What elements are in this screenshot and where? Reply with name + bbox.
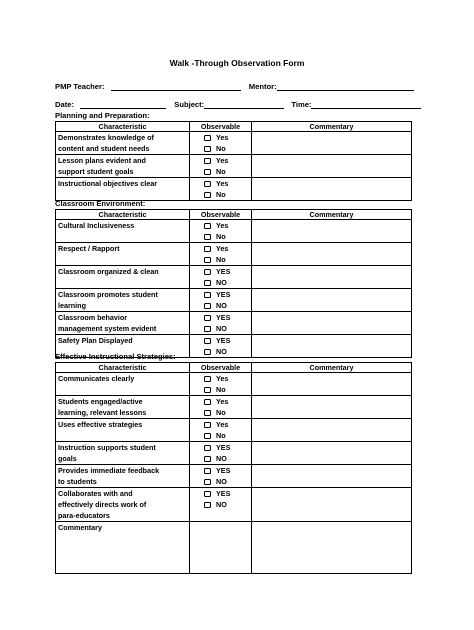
no-label: No [216, 255, 226, 264]
checkbox-icon[interactable] [204, 257, 211, 263]
time-field[interactable] [311, 100, 421, 109]
no-label: NO [216, 477, 227, 486]
yes-label: YES [216, 466, 231, 475]
commentary-cell[interactable] [252, 178, 412, 201]
yes-option[interactable] [204, 132, 251, 143]
checkbox-icon[interactable] [204, 376, 211, 382]
no-option[interactable] [204, 346, 251, 357]
commentary-cell[interactable] [252, 312, 412, 335]
section-title-environment: Classroom Environment: [55, 199, 146, 208]
characteristic-text: content and student needs [58, 144, 150, 153]
characteristic-cell [56, 220, 190, 243]
yes-label: Yes [216, 179, 229, 188]
characteristic-cell [56, 289, 190, 312]
yes-option[interactable] [204, 488, 251, 499]
table-planning [55, 121, 412, 201]
yes-label: Yes [216, 156, 229, 165]
no-option[interactable] [204, 231, 251, 242]
yes-label: YES [216, 489, 231, 498]
header-observable: Observable [190, 363, 252, 373]
date-field[interactable] [80, 100, 166, 109]
commentary-row [56, 522, 412, 574]
no-label: No [216, 144, 226, 153]
checkbox-icon[interactable] [204, 292, 211, 298]
header-characteristic: Characteristic [56, 210, 190, 220]
time-label: Time: [291, 100, 312, 109]
checkbox-icon[interactable] [204, 349, 211, 355]
characteristic-cell [56, 373, 190, 396]
checkbox-icon[interactable] [204, 445, 211, 451]
characteristic-cell [56, 243, 190, 266]
observable-cell [190, 155, 252, 178]
commentary-cell[interactable] [252, 243, 412, 266]
checkbox-icon[interactable] [204, 223, 211, 229]
commentary-row-label: Commentary [58, 523, 102, 532]
characteristic-text: Classroom behavior [58, 313, 128, 322]
commentary-cell[interactable] [252, 442, 412, 465]
yes-label: YES [216, 336, 231, 345]
commentary-cell[interactable] [252, 488, 412, 522]
checkbox-icon[interactable] [204, 181, 211, 187]
checkbox-icon[interactable] [204, 315, 211, 321]
header-characteristic: Characteristic [56, 363, 190, 373]
yes-label: Yes [216, 397, 229, 406]
yes-label: Yes [216, 420, 229, 429]
date-subject-time-line [55, 100, 421, 109]
no-label: NO [216, 347, 227, 356]
no-label: No [216, 190, 226, 199]
observable-cell [190, 396, 252, 419]
no-label: NO [216, 278, 227, 287]
table-row [56, 155, 412, 178]
observable-cell [190, 178, 252, 201]
subject-label: Subject: [174, 100, 205, 109]
table-row [56, 243, 412, 266]
no-option[interactable] [204, 323, 251, 334]
no-option[interactable] [204, 384, 251, 395]
characteristic-text: Communicates clearly [58, 374, 135, 383]
table-strategies [55, 362, 412, 574]
header-commentary: Commentary [252, 122, 412, 132]
observable-cell [190, 132, 252, 155]
checkbox-icon[interactable] [204, 146, 211, 152]
section-title-strategies: Effective Instructional Strategies: [55, 352, 176, 361]
commentary-cell[interactable] [252, 132, 412, 155]
characteristic-text: effectively directs work of [58, 500, 147, 509]
observable-cell [190, 419, 252, 442]
no-option[interactable] [204, 143, 251, 154]
no-option[interactable] [204, 254, 251, 265]
table-header-row [56, 210, 412, 220]
no-option[interactable] [204, 476, 251, 487]
characteristic-text: Safety Plan Displayed [58, 336, 133, 345]
no-label: NO [216, 324, 227, 333]
teacher-mentor-line [55, 82, 414, 91]
characteristic-cell [56, 396, 190, 419]
no-label: NO [216, 454, 227, 463]
checkbox-icon[interactable] [204, 303, 211, 309]
characteristic-text: Respect / Rapport [58, 244, 120, 253]
yes-option[interactable] [204, 465, 251, 476]
yes-label: YES [216, 290, 231, 299]
checkbox-icon[interactable] [204, 502, 211, 508]
characteristic-text: Collaborates with and [58, 489, 133, 498]
table-row [56, 312, 412, 335]
checkbox-icon[interactable] [204, 280, 211, 286]
table-row [56, 442, 412, 465]
characteristic-text: para-educators [58, 511, 110, 520]
yes-option[interactable] [204, 335, 251, 346]
yes-label: YES [216, 267, 231, 276]
table-header-row [56, 363, 412, 373]
table-row [56, 132, 412, 155]
characteristic-cell [56, 155, 190, 178]
table-environment [55, 209, 412, 358]
observable-cell [190, 465, 252, 488]
characteristic-text: Classroom promotes student [58, 290, 158, 299]
characteristic-cell [56, 266, 190, 289]
checkbox-icon[interactable] [204, 399, 211, 405]
commentary-cell[interactable] [252, 155, 412, 178]
characteristic-text: support student goals [58, 167, 134, 176]
characteristic-text: Classroom organized & clean [58, 267, 159, 276]
characteristic-text: learning [58, 301, 86, 310]
checkbox-icon[interactable] [204, 192, 211, 198]
checkbox-icon[interactable] [204, 479, 211, 485]
teacher-field[interactable] [111, 82, 241, 91]
characteristic-cell [56, 465, 190, 488]
mentor-field[interactable] [277, 82, 414, 91]
checkbox-icon[interactable] [204, 169, 211, 175]
characteristic-text: Cultural Inclusiveness [58, 221, 135, 230]
checkbox-icon[interactable] [204, 158, 211, 164]
date-label: Date: [55, 100, 74, 109]
commentary-row-observable-cell[interactable] [190, 522, 252, 574]
no-option[interactable] [204, 407, 251, 418]
no-label: No [216, 408, 226, 417]
characteristic-text: Uses effective strategies [58, 420, 143, 429]
checkbox-icon[interactable] [204, 234, 211, 240]
observable-cell [190, 335, 252, 358]
subject-field[interactable] [204, 100, 284, 109]
table-row [56, 465, 412, 488]
characteristic-text: to students [58, 477, 97, 486]
table-row [56, 488, 412, 522]
observable-cell [190, 266, 252, 289]
no-option[interactable] [204, 300, 251, 311]
commentary-cell[interactable] [252, 335, 412, 358]
teacher-label: PMP Teacher: [55, 82, 105, 91]
observable-cell [190, 243, 252, 266]
yes-option[interactable] [204, 396, 251, 407]
table-header-row [56, 122, 412, 132]
yes-label: Yes [216, 133, 229, 142]
no-option[interactable] [204, 166, 251, 177]
checkbox-icon[interactable] [204, 246, 211, 252]
characteristic-cell [56, 312, 190, 335]
characteristic-cell [56, 132, 190, 155]
table-row [56, 220, 412, 243]
observable-cell [190, 373, 252, 396]
characteristic-text: goals [58, 454, 77, 463]
characteristic-text: Instruction supports student [58, 443, 156, 452]
characteristic-text: Instructional objectives clear [58, 179, 158, 188]
table-row [56, 289, 412, 312]
checkbox-icon[interactable] [204, 269, 211, 275]
no-option[interactable] [204, 430, 251, 441]
no-label: No [216, 431, 226, 440]
yes-option[interactable] [204, 373, 251, 384]
checkbox-icon[interactable] [204, 468, 211, 474]
table-row [56, 419, 412, 442]
characteristic-cell [56, 442, 190, 465]
table-row [56, 396, 412, 419]
no-label: No [216, 232, 226, 241]
checkbox-icon[interactable] [204, 326, 211, 332]
form-title: Walk -Through Observation Form [169, 58, 305, 68]
header-commentary: Commentary [252, 363, 412, 373]
characteristic-text: Provides immediate feedback [58, 466, 160, 475]
no-option[interactable] [204, 189, 251, 200]
yes-option[interactable] [204, 442, 251, 453]
yes-label: Yes [216, 221, 229, 230]
characteristic-cell [56, 488, 190, 522]
commentary-cell[interactable] [252, 396, 412, 419]
header-observable: Observable [190, 122, 252, 132]
yes-option[interactable] [204, 243, 251, 254]
observable-cell [190, 312, 252, 335]
characteristic-text: Students engaged/active [58, 397, 143, 406]
yes-option[interactable] [204, 220, 251, 231]
observable-cell [190, 442, 252, 465]
characteristic-text: management system evident [58, 324, 157, 333]
header-observable: Observable [190, 210, 252, 220]
yes-label: YES [216, 443, 231, 452]
table-row [56, 373, 412, 396]
checkbox-icon[interactable] [204, 410, 211, 416]
commentary-label-cell [56, 522, 190, 574]
characteristic-cell [56, 178, 190, 201]
section-title-planning: Planning and Preparation: [55, 111, 150, 120]
commentary-cell[interactable] [252, 419, 412, 442]
observable-cell [190, 220, 252, 243]
yes-option[interactable] [204, 289, 251, 300]
yes-label: YES [216, 313, 231, 322]
header-commentary: Commentary [252, 210, 412, 220]
yes-option[interactable] [204, 178, 251, 189]
checkbox-icon[interactable] [204, 433, 211, 439]
commentary-cell[interactable] [252, 220, 412, 243]
yes-option[interactable] [204, 155, 251, 166]
commentary-row-commentary-cell[interactable] [252, 522, 412, 574]
table-row [56, 178, 412, 201]
no-label: NO [216, 301, 227, 310]
no-label: No [216, 167, 226, 176]
yes-option[interactable] [204, 312, 251, 323]
observable-cell [190, 289, 252, 312]
header-characteristic: Characteristic [56, 122, 190, 132]
characteristic-cell [56, 419, 190, 442]
checkbox-icon[interactable] [204, 338, 211, 344]
commentary-cell[interactable] [252, 289, 412, 312]
observable-cell [190, 488, 252, 522]
yes-label: Yes [216, 374, 229, 383]
characteristic-text: learning, relevant lessons [58, 408, 147, 417]
mentor-label: Mentor: [248, 82, 277, 91]
yes-label: Yes [216, 244, 229, 253]
characteristic-text: Demonstrates knowledge of [58, 133, 154, 142]
commentary-cell[interactable] [252, 266, 412, 289]
table-row [56, 266, 412, 289]
no-label: No [216, 385, 226, 394]
no-option[interactable] [204, 277, 251, 288]
no-option[interactable] [204, 499, 251, 510]
yes-option[interactable] [204, 419, 251, 430]
commentary-cell[interactable] [252, 465, 412, 488]
checkbox-icon[interactable] [204, 456, 211, 462]
yes-option[interactable] [204, 266, 251, 277]
no-label: NO [216, 500, 227, 509]
commentary-cell[interactable] [252, 373, 412, 396]
characteristic-text: Lesson plans evident and [58, 156, 146, 165]
checkbox-icon[interactable] [204, 135, 211, 141]
checkbox-icon[interactable] [204, 422, 211, 428]
no-option[interactable] [204, 453, 251, 464]
checkbox-icon[interactable] [204, 387, 211, 393]
checkbox-icon[interactable] [204, 491, 211, 497]
